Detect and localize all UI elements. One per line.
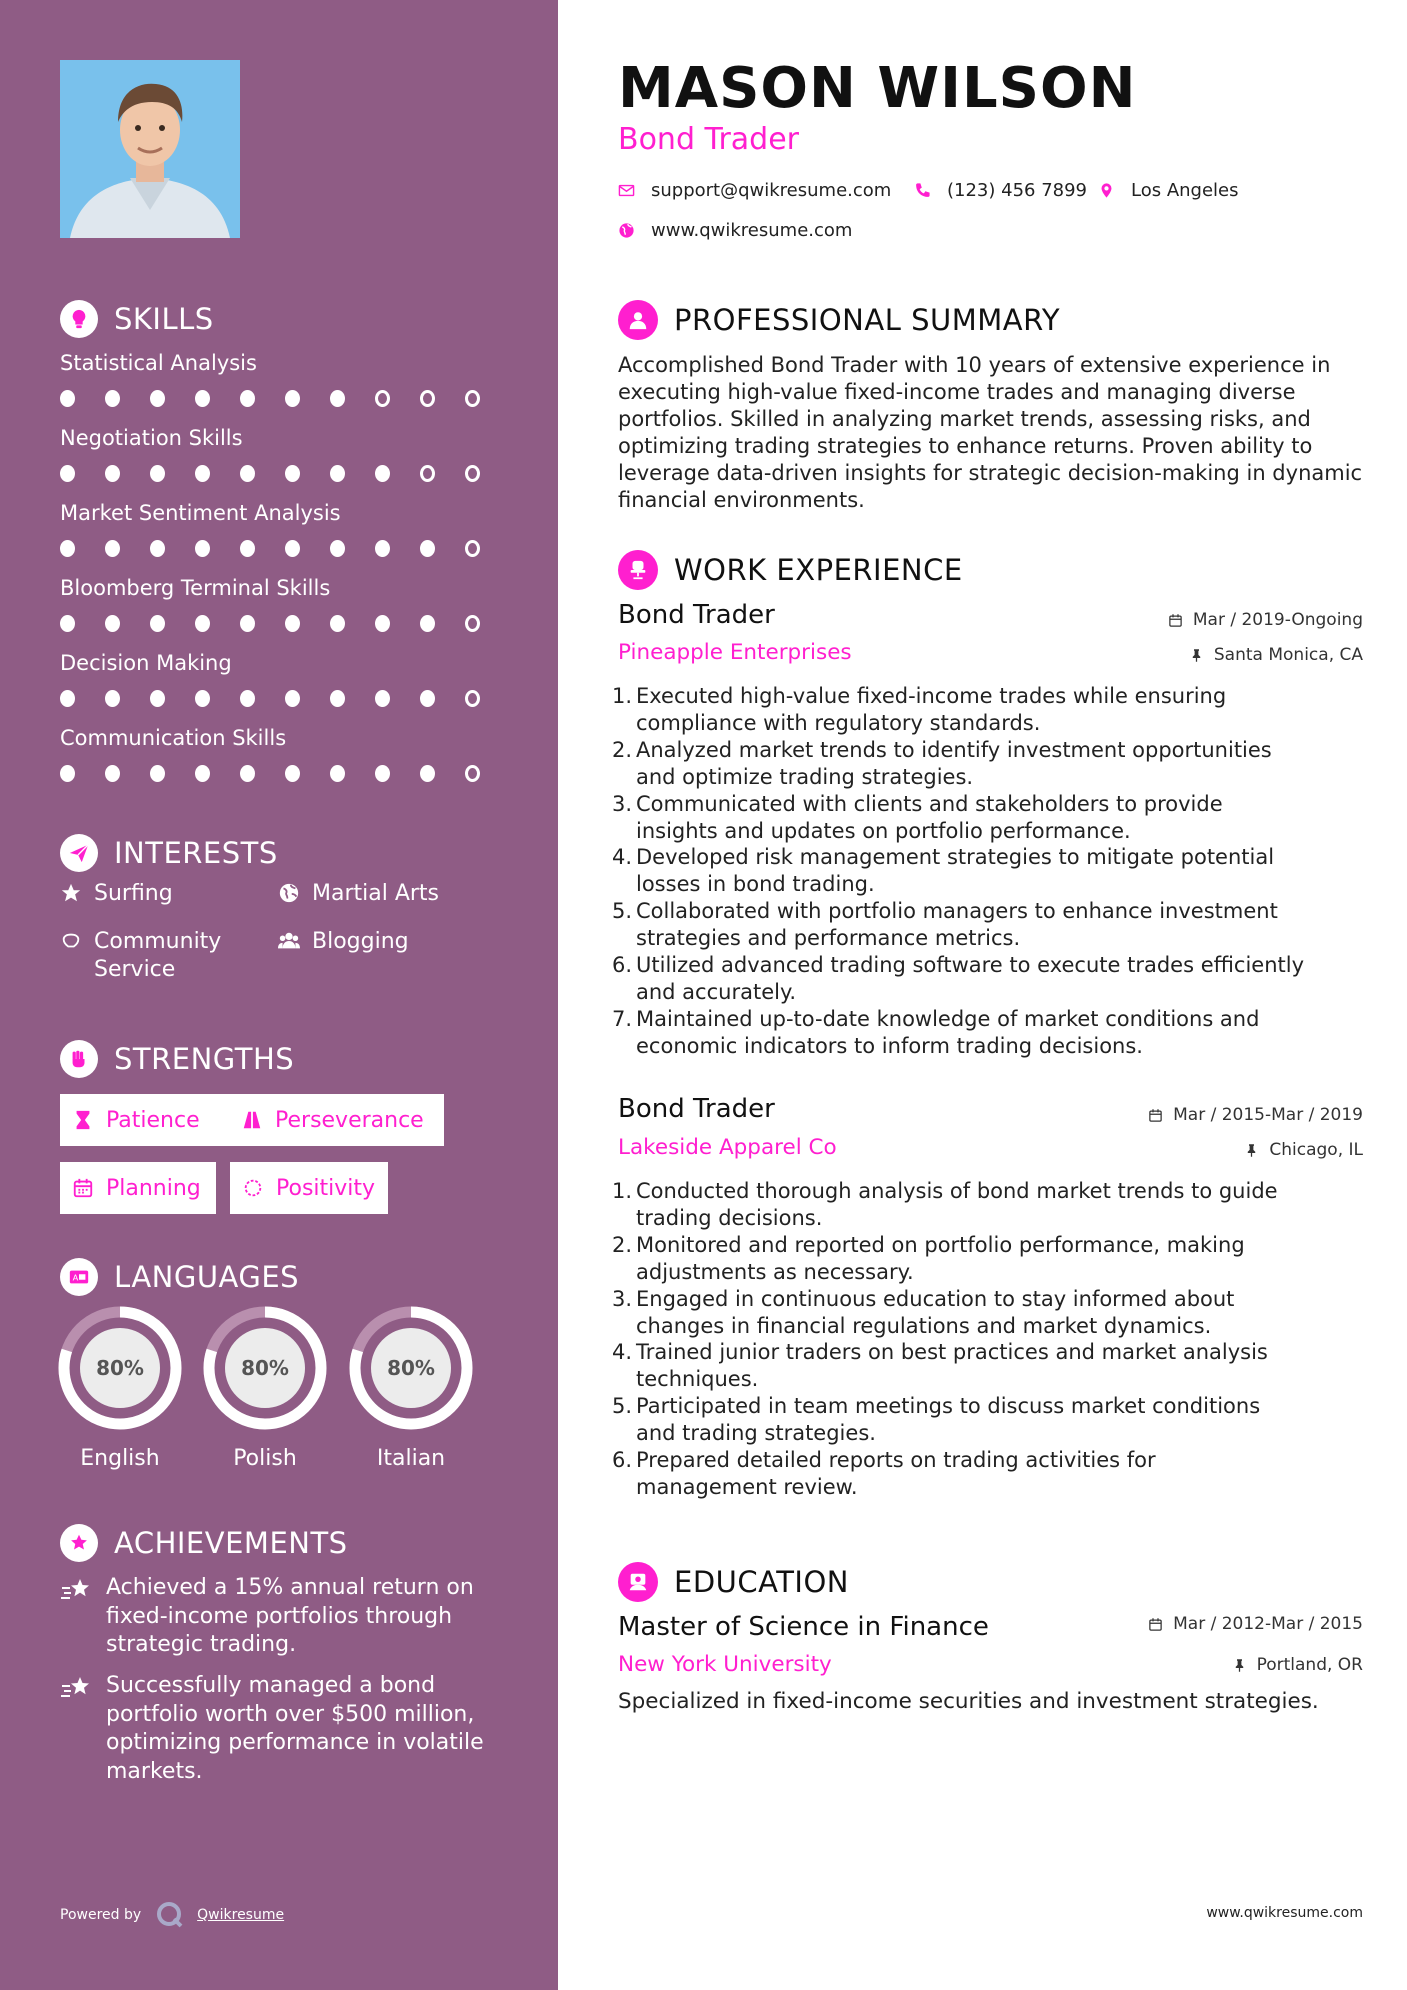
skill-item: [60, 648, 510, 723]
rating-dot-filled: [240, 540, 255, 557]
pushpin-icon: [1244, 1143, 1259, 1158]
job-title: Bond Trader: [618, 1094, 775, 1124]
bullet-text: Communicated with clients and stakeholders to provide insights and updates on portfolio performance.: [636, 791, 1223, 843]
shooting-star-icon: [60, 1576, 92, 1606]
map-pin-icon: [1098, 182, 1115, 199]
bullet-number: 6.: [611, 1448, 632, 1473]
star-icon: [60, 882, 82, 904]
contact-email[interactable]: support@qwikresume.com: [618, 180, 891, 201]
skill-item: [60, 348, 510, 423]
language-item: [58, 1306, 182, 1471]
language-percent: 80%: [96, 1356, 144, 1380]
rating-dot-filled: [195, 465, 210, 482]
bullet-item: [610, 952, 1370, 1006]
bullet-text: Maintained up-to-date knowledge of market conditions and economic indicators to inform trading decisions.: [636, 1006, 1260, 1058]
rating-dot-empty: [420, 390, 435, 407]
rating-dot-filled: [330, 690, 345, 707]
rating-dot-filled: [420, 615, 435, 632]
bullet-number: 7.: [611, 1006, 632, 1031]
rating-dot-filled: [195, 540, 210, 557]
sun-icon: [242, 1177, 264, 1199]
strength-badge: Positivity: [230, 1162, 388, 1214]
language-progress-ring: [58, 1306, 182, 1430]
bullet-item: [610, 1339, 1370, 1393]
bullet-item: [610, 844, 1370, 898]
skill-name: Bloomberg Terminal Skills: [60, 576, 331, 600]
job-location: Chicago, IL: [1244, 1140, 1363, 1160]
skill-item: [60, 723, 510, 798]
languages-heading: [60, 1258, 299, 1296]
strengths-title: STRENGTHS: [114, 1042, 295, 1076]
rating-dot-empty: [465, 465, 480, 482]
interests-title: INTERESTS: [114, 836, 278, 870]
rating-dot-empty: [465, 765, 480, 782]
rating-dot-filled: [330, 465, 345, 482]
skill-rating: [60, 540, 510, 557]
language-progress-ring: [203, 1306, 327, 1430]
rating-dot-empty: [420, 465, 435, 482]
rating-dot-filled: [240, 765, 255, 782]
language-name: Italian: [376, 1446, 446, 1471]
achievement-item: Achieved a 15% annual return on fixed-income portfolios through strategic trading.: [60, 1574, 510, 1660]
strength-badge: Perseverance: [229, 1094, 444, 1146]
bullet-text: Conducted thorough analysis of bond market trends to guide trading decisions.: [636, 1179, 1278, 1230]
person-photo-icon: [60, 60, 240, 238]
fist-icon: [60, 1040, 98, 1078]
rating-dot-filled: [105, 690, 120, 707]
rating-dot-filled: [375, 465, 390, 482]
bullet-number: 5.: [611, 1394, 632, 1419]
rating-dot-filled: [240, 615, 255, 632]
rating-dot-filled: [150, 465, 165, 482]
strength-badge: Patience: [60, 1094, 230, 1146]
bullet-item: [610, 737, 1370, 791]
rating-dot-filled: [420, 765, 435, 782]
sidebar: [0, 0, 558, 1990]
rating-dot-filled: [60, 540, 75, 557]
rating-dot-filled: [195, 765, 210, 782]
job-bullets: [610, 683, 1370, 1060]
hand-icon: [60, 930, 82, 952]
education-dates: Mar / 2012-Mar / 2015: [1148, 1614, 1363, 1634]
contact-website[interactable]: www.qwikresume.com: [618, 220, 852, 241]
rating-dot-filled: [285, 765, 300, 782]
paper-plane-icon: [60, 834, 98, 872]
rating-dot-filled: [285, 465, 300, 482]
skills-title: SKILLS: [114, 302, 214, 336]
language-item: [349, 1306, 473, 1471]
rating-dot-filled: [285, 540, 300, 557]
calendar-icon: [1148, 1617, 1163, 1632]
pushpin-icon: [1189, 648, 1204, 663]
rating-dot-empty: [465, 615, 480, 632]
rating-dot-filled: [285, 615, 300, 632]
interest-item: Surfing: [60, 880, 173, 908]
skill-name: Communication Skills: [60, 726, 287, 750]
bullet-text: Prepared detailed reports on trading activities for management review.: [636, 1448, 1156, 1499]
main-content: [558, 0, 1407, 1990]
skill-name: Negotiation Skills: [60, 426, 243, 450]
achievements-title: ACHIEVEMENTS: [114, 1526, 348, 1560]
phone-icon: [914, 182, 931, 199]
skill-rating: [60, 765, 510, 782]
envelope-icon: [618, 182, 635, 199]
bullet-text: Analyzed market trends to identify investment opportunities and optimize trading strategies.: [636, 737, 1272, 789]
rating-dot-filled: [375, 615, 390, 632]
skills-list: [60, 348, 510, 798]
job-company: Pineapple Enterprises: [618, 640, 852, 665]
skill-item: [60, 423, 510, 498]
skill-name: Statistical Analysis: [60, 351, 257, 375]
rating-dot-filled: [60, 390, 75, 407]
job-bullets: [610, 1178, 1370, 1501]
rating-dot-filled: [375, 690, 390, 707]
interest-item: Martial Arts: [278, 880, 439, 908]
rating-dot-filled: [240, 690, 255, 707]
education-description: Specialized in fixed-income securities and investment strategies.: [618, 1689, 1319, 1714]
language-name: English: [80, 1446, 160, 1471]
rating-dot-filled: [60, 765, 75, 782]
users-icon: [278, 930, 300, 952]
bullet-number: 5.: [611, 899, 632, 924]
globe-icon: [278, 882, 300, 904]
rating-dot-empty: [375, 390, 390, 407]
rating-dot-filled: [420, 540, 435, 557]
school-name: New York University: [618, 1652, 832, 1677]
experience-heading: WORK EXPERIENCE: [618, 550, 963, 590]
candidate-name: MASON WILSON: [618, 56, 1137, 121]
summary-heading: PROFESSIONAL SUMMARY: [618, 300, 1060, 340]
bullet-number: 2.: [611, 737, 632, 762]
qwikresume-link[interactable]: Qwikresume: [197, 1907, 285, 1923]
bullet-text: Monitored and reported on portfolio performance, making adjustments as necessary.: [636, 1232, 1245, 1284]
rating-dot-filled: [285, 690, 300, 707]
achievement-item: Successfully managed a bond portfolio worth over $500 million, optimizing performance in volatile markets.: [60, 1672, 510, 1786]
bullet-item: [610, 1286, 1370, 1340]
rating-dot-filled: [330, 615, 345, 632]
rating-dot-filled: [150, 765, 165, 782]
bullet-number: 1.: [611, 684, 632, 708]
rating-dot-filled: [60, 615, 75, 632]
rating-dot-filled: [60, 465, 75, 482]
interest-item: Community Service: [60, 928, 221, 984]
contact-location: Los Angeles: [1098, 180, 1239, 201]
bullet-item: [610, 791, 1370, 845]
bullet-text: Collaborated with portfolio managers to enhance investment strategies and performance metrics.: [636, 899, 1278, 951]
rating-dot-filled: [195, 390, 210, 407]
language-name: Polish: [233, 1446, 297, 1471]
calendar-icon: [72, 1177, 94, 1199]
bullet-text: Utilized advanced trading software to execute trades efficiently and accurately.: [636, 953, 1305, 1004]
language-percent: 80%: [241, 1356, 289, 1380]
job-company: Lakeside Apparel Co: [618, 1135, 837, 1160]
rating-dot-filled: [105, 615, 120, 632]
bullet-text: Executed high-value fixed-income trades while ensuring compliance with regulatory standards.: [636, 684, 1227, 735]
contact-phone[interactable]: (123) 456 7899: [914, 180, 1087, 201]
rating-dot-filled: [105, 540, 120, 557]
bullet-text: Engaged in continuous education to stay informed about changes in financial regulations and market dynamics.: [636, 1286, 1235, 1338]
rating-dot-filled: [150, 390, 165, 407]
rating-dot-filled: [285, 390, 300, 407]
rating-dot-filled: [195, 615, 210, 632]
language-percent: 80%: [387, 1356, 435, 1380]
rating-dot-filled: [105, 765, 120, 782]
calendar-icon: [1148, 1108, 1163, 1123]
rating-dot-filled: [240, 465, 255, 482]
shooting-star-icon: [60, 1674, 92, 1704]
rating-dot-filled: [105, 465, 120, 482]
profile-photo: [60, 60, 240, 238]
skill-name: Decision Making: [60, 651, 232, 675]
candidate-role: Bond Trader: [618, 122, 799, 157]
bullet-item: [610, 1006, 1370, 1060]
bullet-number: 3.: [611, 1286, 632, 1311]
user-icon: [618, 300, 658, 340]
lightbulb-icon: [60, 300, 98, 338]
languages-title: LANGUAGES: [114, 1260, 300, 1294]
achievements-heading: [60, 1524, 348, 1562]
strengths-heading: [60, 1040, 294, 1078]
bullet-number: 6.: [611, 953, 632, 978]
bullet-number: 1.: [611, 1179, 632, 1203]
rating-dot-filled: [60, 690, 75, 707]
skill-item: [60, 498, 510, 573]
rating-dot-empty: [465, 540, 480, 557]
skill-rating: [60, 390, 510, 407]
skill-item: [60, 573, 510, 648]
strength-badge: Planning: [60, 1162, 216, 1214]
language-progress-ring: [349, 1306, 473, 1430]
interests-heading: [60, 834, 278, 872]
bullet-item: [610, 1232, 1370, 1286]
bullet-item: [610, 683, 1370, 737]
job-dates: Mar / 2019-Ongoing: [1168, 610, 1363, 630]
bullet-text: Developed risk management strategies to mitigate potential losses in bond trading.: [636, 845, 1275, 897]
rating-dot-filled: [150, 690, 165, 707]
job-title: Bond Trader: [618, 600, 775, 630]
bullet-number: 4.: [611, 1340, 632, 1365]
award-icon: [60, 1524, 98, 1562]
svg-text:A: A: [72, 1272, 79, 1283]
skill-rating: [60, 690, 510, 707]
rating-dot-empty: [465, 390, 480, 407]
bullet-number: 2.: [611, 1232, 632, 1257]
skills-heading: [60, 300, 214, 338]
bullet-text: Trained junior traders on best practices and market analysis techniques.: [636, 1340, 1268, 1392]
rating-dot-filled: [420, 690, 435, 707]
rating-dot-filled: [105, 390, 120, 407]
footer-url[interactable]: www.qwikresume.com: [1206, 1905, 1363, 1921]
bullet-number: 4.: [611, 845, 632, 870]
bullet-item: [610, 898, 1370, 952]
rating-dot-filled: [330, 540, 345, 557]
education-location: Portland, OR: [1232, 1655, 1363, 1675]
chair-icon: [618, 550, 658, 590]
bullet-item: [610, 1178, 1370, 1232]
bullet-number: 3.: [611, 791, 632, 816]
rating-dot-filled: [330, 765, 345, 782]
hourglass-icon: [72, 1109, 94, 1131]
summary-text: Accomplished Bond Trader with 10 years of extensive experience in executing high-value fixed-income trades and managing diverse portfolios. Skilled in analyzing market trends, assessing risks, and optimizing trading strategies to enhance returns. Proven ability to leverage data-driven insights for strategic decision-making in dynamic financial environments.: [618, 353, 1363, 512]
rating-dot-filled: [375, 540, 390, 557]
degree-title: Master of Science in Finance: [618, 1612, 989, 1642]
rating-dot-filled: [240, 390, 255, 407]
skill-rating: [60, 465, 510, 482]
calendar-icon: [1168, 613, 1183, 628]
language-item: [203, 1306, 327, 1471]
bullet-text: Participated in team meetings to discuss market conditions and trading strategies.: [636, 1394, 1261, 1446]
interest-item: Blogging: [278, 928, 409, 956]
graduation-icon: [618, 1562, 658, 1602]
rating-dot-filled: [195, 690, 210, 707]
qwikresume-logo-icon: [155, 1900, 185, 1930]
language-icon: [60, 1258, 98, 1296]
skill-name: Market Sentiment Analysis: [60, 501, 341, 525]
rating-dot-empty: [465, 690, 480, 707]
job-location: Santa Monica, CA: [1189, 645, 1363, 665]
job-dates: Mar / 2015-Mar / 2019: [1148, 1105, 1363, 1125]
rating-dot-filled: [330, 390, 345, 407]
powered-by: Powered by Qwikresume: [60, 1900, 284, 1930]
skill-rating: [60, 615, 510, 632]
pushpin-icon: [1232, 1658, 1247, 1673]
rating-dot-filled: [150, 540, 165, 557]
bullet-item: [610, 1393, 1370, 1447]
education-heading: EDUCATION: [618, 1562, 849, 1602]
road-icon: [241, 1109, 263, 1131]
rating-dot-filled: [150, 615, 165, 632]
rating-dot-filled: [375, 765, 390, 782]
bullet-item: [610, 1447, 1370, 1501]
globe-icon: [618, 222, 635, 239]
